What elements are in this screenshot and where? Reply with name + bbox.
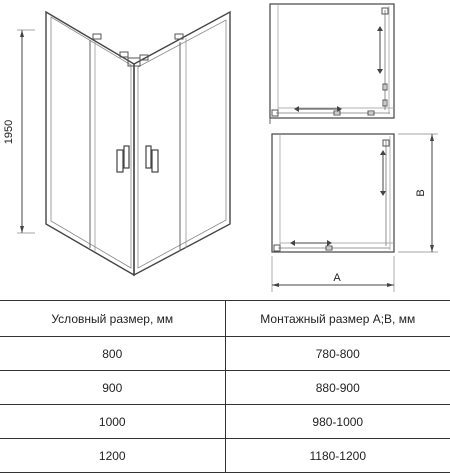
header-nominal-size: Условный размер, мм	[0, 301, 225, 337]
nominal-size-cell: 900	[0, 371, 225, 405]
table-row	[0, 405, 450, 439]
table-row	[0, 337, 450, 371]
table-row	[0, 439, 450, 473]
size-table	[0, 300, 450, 473]
plan-view-top	[270, 4, 394, 124]
dimension-a-label: A	[333, 272, 341, 284]
nominal-size-cell: 800	[0, 337, 225, 371]
mounting-size-cell: 780-800	[225, 337, 450, 371]
plan-view-dimensioned	[272, 134, 438, 292]
nominal-size-cell: 1000	[0, 405, 225, 439]
header-mounting-size: Монтажный размер A;B, мм	[225, 301, 450, 337]
perspective-view	[17, 12, 230, 275]
table-row	[0, 371, 450, 405]
nominal-size-cell: 1200	[0, 439, 225, 473]
mounting-size-cell: 980-1000	[225, 405, 450, 439]
table-header-row	[0, 301, 450, 337]
mounting-size-cell: 880-900	[225, 371, 450, 405]
mounting-size-cell: 1180-1200	[225, 439, 450, 473]
dimension-b-label: B	[415, 189, 427, 197]
height-dimension-label: 1950	[3, 119, 15, 145]
